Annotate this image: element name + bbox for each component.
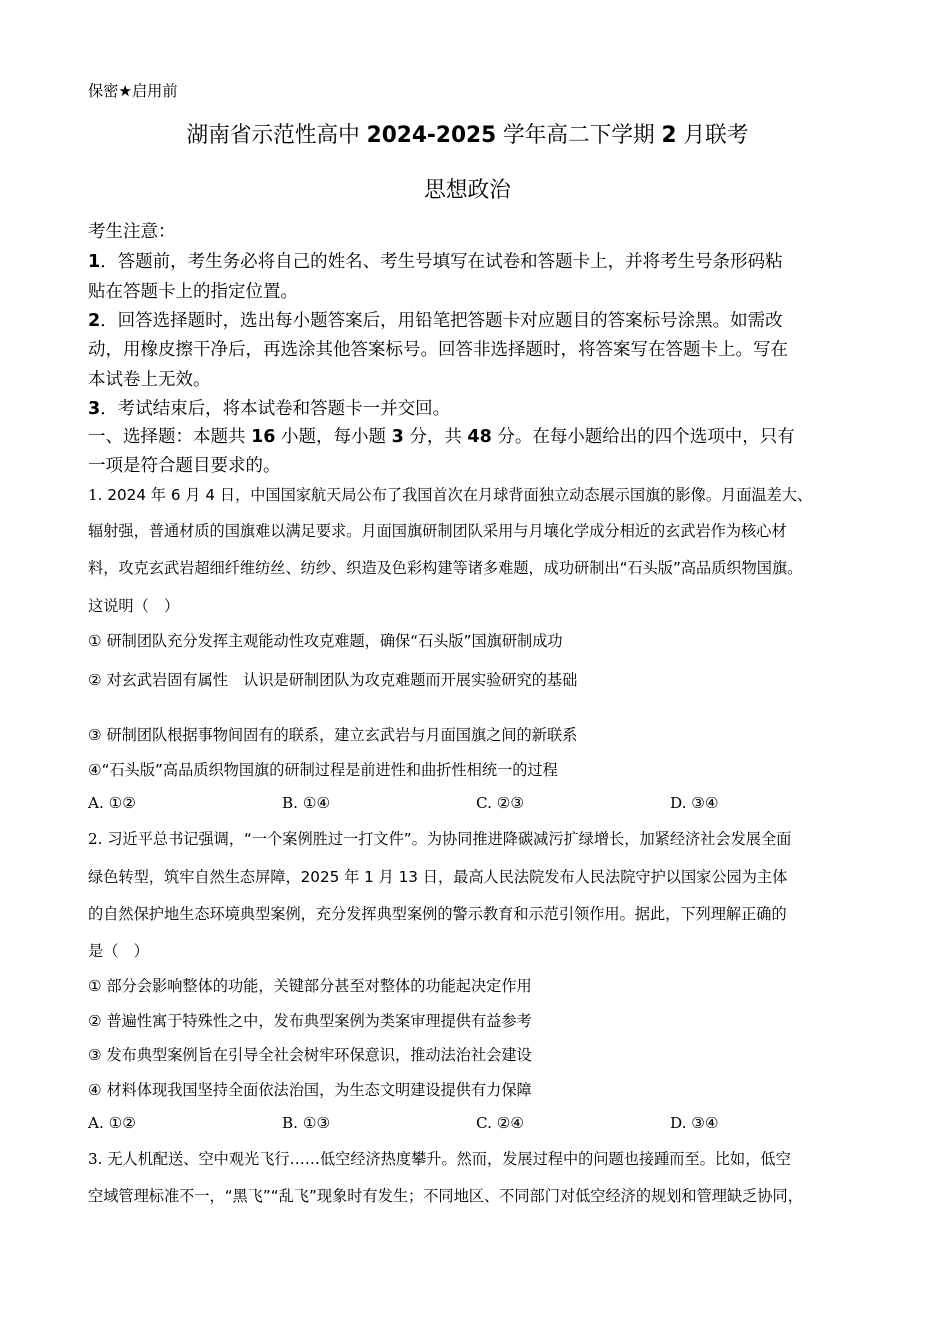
answer-option-d: D. ③④ <box>670 1114 719 1132</box>
notice-item: 1．答题前，考生务必将自己的姓名、考生号填写在试卷和答题卡上，并将考生号条形码粘 <box>88 252 783 272</box>
question-line: 的自然保护地生态环境典型案例，充分发挥典型案例的警示教育和示范引领作用。据此，下列理解正确的 <box>88 905 787 923</box>
question-line: 3. 无人机配送、空中观光飞行……低空经济热度攀升。然而，发展过程中的问题也接踵而至。比如，低空 <box>88 1150 791 1168</box>
notice-item-cont: 贴在答题卡上的指定位置。 <box>88 282 298 302</box>
answer-option-b: B. ①④ <box>282 794 331 812</box>
question-line: 绿色转型，筑牢自然生态屏障，2025 年 1 月 13 日，最高人民法院发布人民法院守护以国家公园为主体 <box>88 868 788 886</box>
notice-heading: 考生注意： <box>88 222 176 242</box>
answer-option-c: C. ②④ <box>476 1114 524 1132</box>
statement: ③ 研制团队根据事物间固有的联系，建立玄武岩与月面国旗之间的新联系 <box>88 726 578 744</box>
statement: ② 对玄武岩固有属性 认识是研制团队为攻克难题而开展实验研究的基础 <box>88 671 578 689</box>
section-heading: 一、选择题：本题共 16 小题，每小题 3 分，共 48 分。在每小题给出的四个选项中，只有 <box>88 427 795 447</box>
notice-item: 3．考试结束后，将本试卷和答题卡一并交回。 <box>88 399 451 419</box>
question-line: 辐射强，普通材质的国旗难以满足要求。月面国旗研制团队采用与月壤化学成分相近的玄武岩作为核心材 <box>88 522 787 540</box>
statement: ② 普遍性寓于特殊性之中，发布典型案例为类案审理提供有益参考 <box>88 1012 532 1030</box>
statement: ③ 发布典型案例旨在引导全社会树牢环保意识，推动法治社会建设 <box>88 1046 532 1064</box>
statement: ① 研制团队充分发挥主观能动性攻克难题，确保“石头版”国旗研制成功 <box>88 632 563 650</box>
question-line: 1. 2024 年 6 月 4 日，中国国家航天局公布了我国首次在月球背面独立动态展示国旗的影像。月面温差大、 <box>88 486 813 504</box>
question-line: 空域管理标准不一，“黑飞”“乱飞”现象时有发生；不同地区、不同部门对低空经济的规划和管理缺乏协同， <box>88 1187 803 1205</box>
answer-option-c: C. ②③ <box>476 794 524 812</box>
statement: ① 部分会影响整体的功能，关键部分甚至对整体的功能起决定作用 <box>88 977 532 995</box>
question-line: 2. 习近平总书记强调，“一个案例胜过一打文件”。为协同推进降碳减污扩绿增长，加紧经济社会发展全面 <box>88 830 792 848</box>
subject-title: 思想政治 <box>424 178 511 203</box>
answer-option-a: A. ①② <box>88 794 136 812</box>
notice-item-cont: 本试卷上无效。 <box>88 370 211 390</box>
exam-title: 湖南省示范性高中 2024-2025 学年高二下学期 2 月联考 <box>186 123 749 148</box>
notice-item-cont: 动，用橡皮擦干净后，再选涂其他答案标号。回答非选择题时，将答案写在答题卡上。写在 <box>88 340 788 360</box>
question-line: 料，攻克玄武岩超细纤维纺丝、纺纱、织造及色彩构建等诸多难题，成功研制出“石头版”高品质织物国旗。 <box>88 559 803 577</box>
question-line: 是（ ） <box>88 942 149 960</box>
question-line: 这说明（ ） <box>88 597 180 615</box>
answer-option-a: A. ①② <box>88 1114 136 1132</box>
answer-option-d: D. ③④ <box>670 794 719 812</box>
answer-option-b: B. ①③ <box>282 1114 331 1132</box>
confidential-label: 保密★启用前 <box>88 82 178 100</box>
section-heading-cont: 一项是符合题目要求的。 <box>88 456 281 476</box>
statement: ④“石头版”高品质织物国旗的研制过程是前进性和曲折性相统一的过程 <box>88 761 558 779</box>
statement: ④ 材料体现我国坚持全面依法治国，为生态文明建设提供有力保障 <box>88 1081 532 1099</box>
notice-item: 2．回答选择题时，选出每小题答案后，用铅笔把答题卡对应题目的答案标号涂黑。如需改 <box>88 311 783 331</box>
